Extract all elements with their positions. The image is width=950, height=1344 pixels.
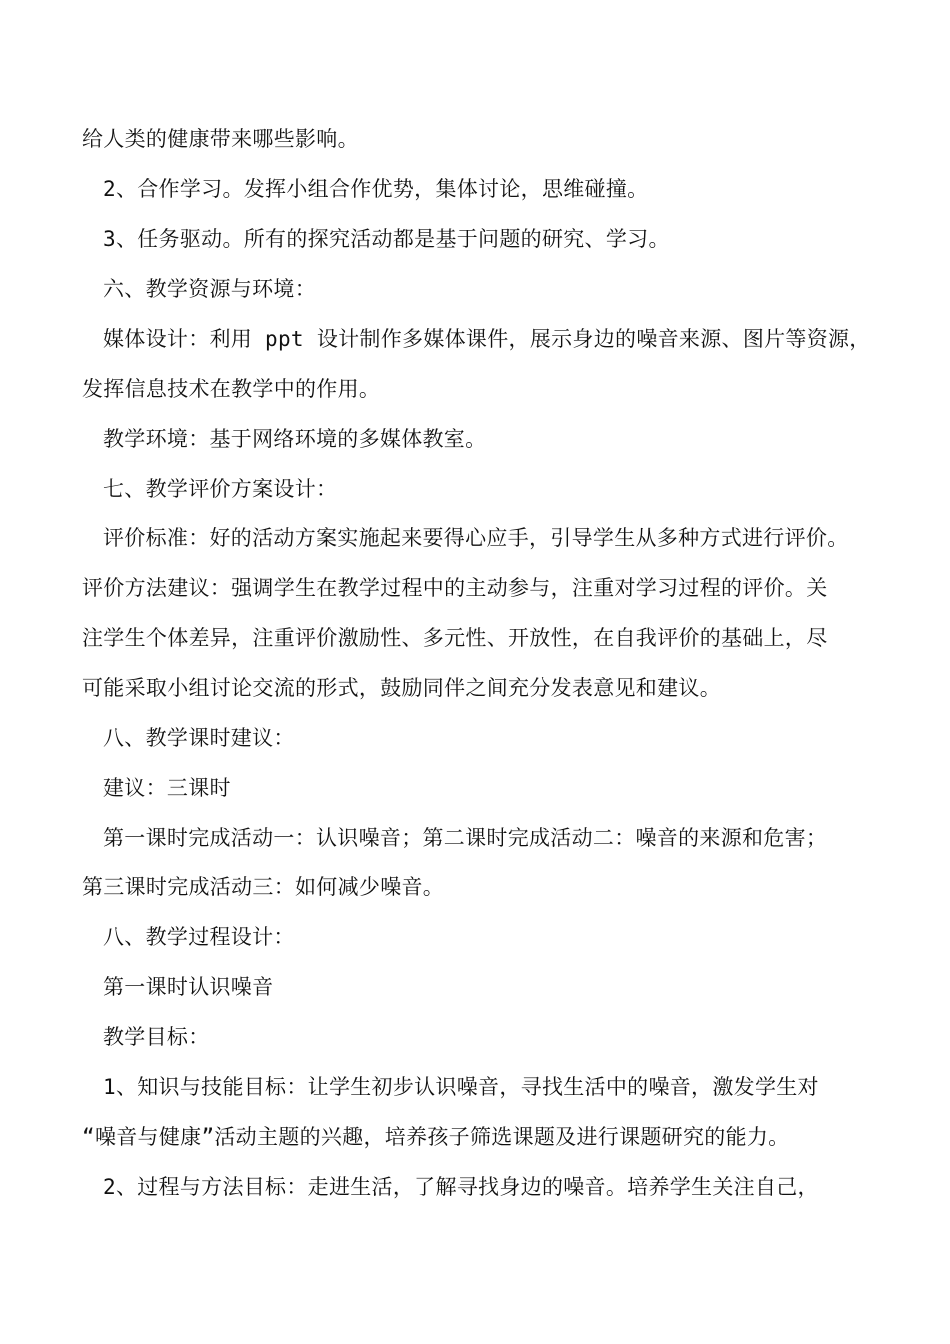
text-line: 第一课时完成活动一：认识噪音；第二课时完成活动二：噪音的来源和危害； bbox=[103, 826, 828, 850]
section-heading: 六、教学资源与环境： bbox=[103, 277, 316, 301]
text-line: 评价方法建议：强调学生在教学过程中的主动参与，注重对学习过程的评价。关 bbox=[82, 576, 828, 600]
section-heading: 八、教学课时建议： bbox=[103, 726, 295, 750]
text-line: 1、知识与技能目标：让学生初步认识噪音，寻找生活中的噪音，激发学生对 bbox=[103, 1075, 819, 1099]
text-line: 建议：三课时 bbox=[103, 776, 231, 800]
text-line: 给人类的健康带来哪些影响。 bbox=[82, 127, 359, 151]
text-line: 评价标准：好的活动方案实施起来要得心应手，引导学生从多种方式进行评价。 bbox=[103, 526, 849, 550]
text-line: 可能采取小组讨论交流的形式，鼓励同伴之间充分发表意见和建议。 bbox=[82, 676, 721, 700]
text-line: 2、过程与方法目标：走进生活，了解寻找身边的噪音。培养学生关注自己， bbox=[103, 1175, 819, 1199]
text-line: 媒体设计：利用 ppt 设计制作多媒体课件，展示身边的噪音来源、图片等资源， bbox=[103, 327, 871, 351]
text-line: 教学环境：基于网络环境的多媒体教室。 bbox=[103, 427, 487, 451]
text-line: 第三课时完成活动三：如何减少噪音。 bbox=[82, 875, 445, 899]
text-line: 3、任务驱动。所有的探究活动都是基于问题的研究、学习。 bbox=[103, 227, 670, 251]
text-line: 注学生个体差异，注重评价激励性、多元性、开放性，在自我评价的基础上，尽 bbox=[82, 626, 828, 650]
text-line: 第一课时认识噪音 bbox=[103, 975, 274, 999]
text-line: 教学目标： bbox=[103, 1025, 210, 1049]
text-line: “噪音与健康”活动主题的兴趣，培养孩子筛选课题及进行课题研究的能力。 bbox=[82, 1125, 790, 1149]
text-line: 发挥信息技术在教学中的作用。 bbox=[82, 377, 381, 401]
text-line: 2、合作学习。发挥小组合作优势，集体讨论，思维碰撞。 bbox=[103, 177, 649, 201]
section-heading: 七、教学评价方案设计： bbox=[103, 477, 338, 501]
section-heading: 八、教学过程设计： bbox=[103, 925, 295, 949]
